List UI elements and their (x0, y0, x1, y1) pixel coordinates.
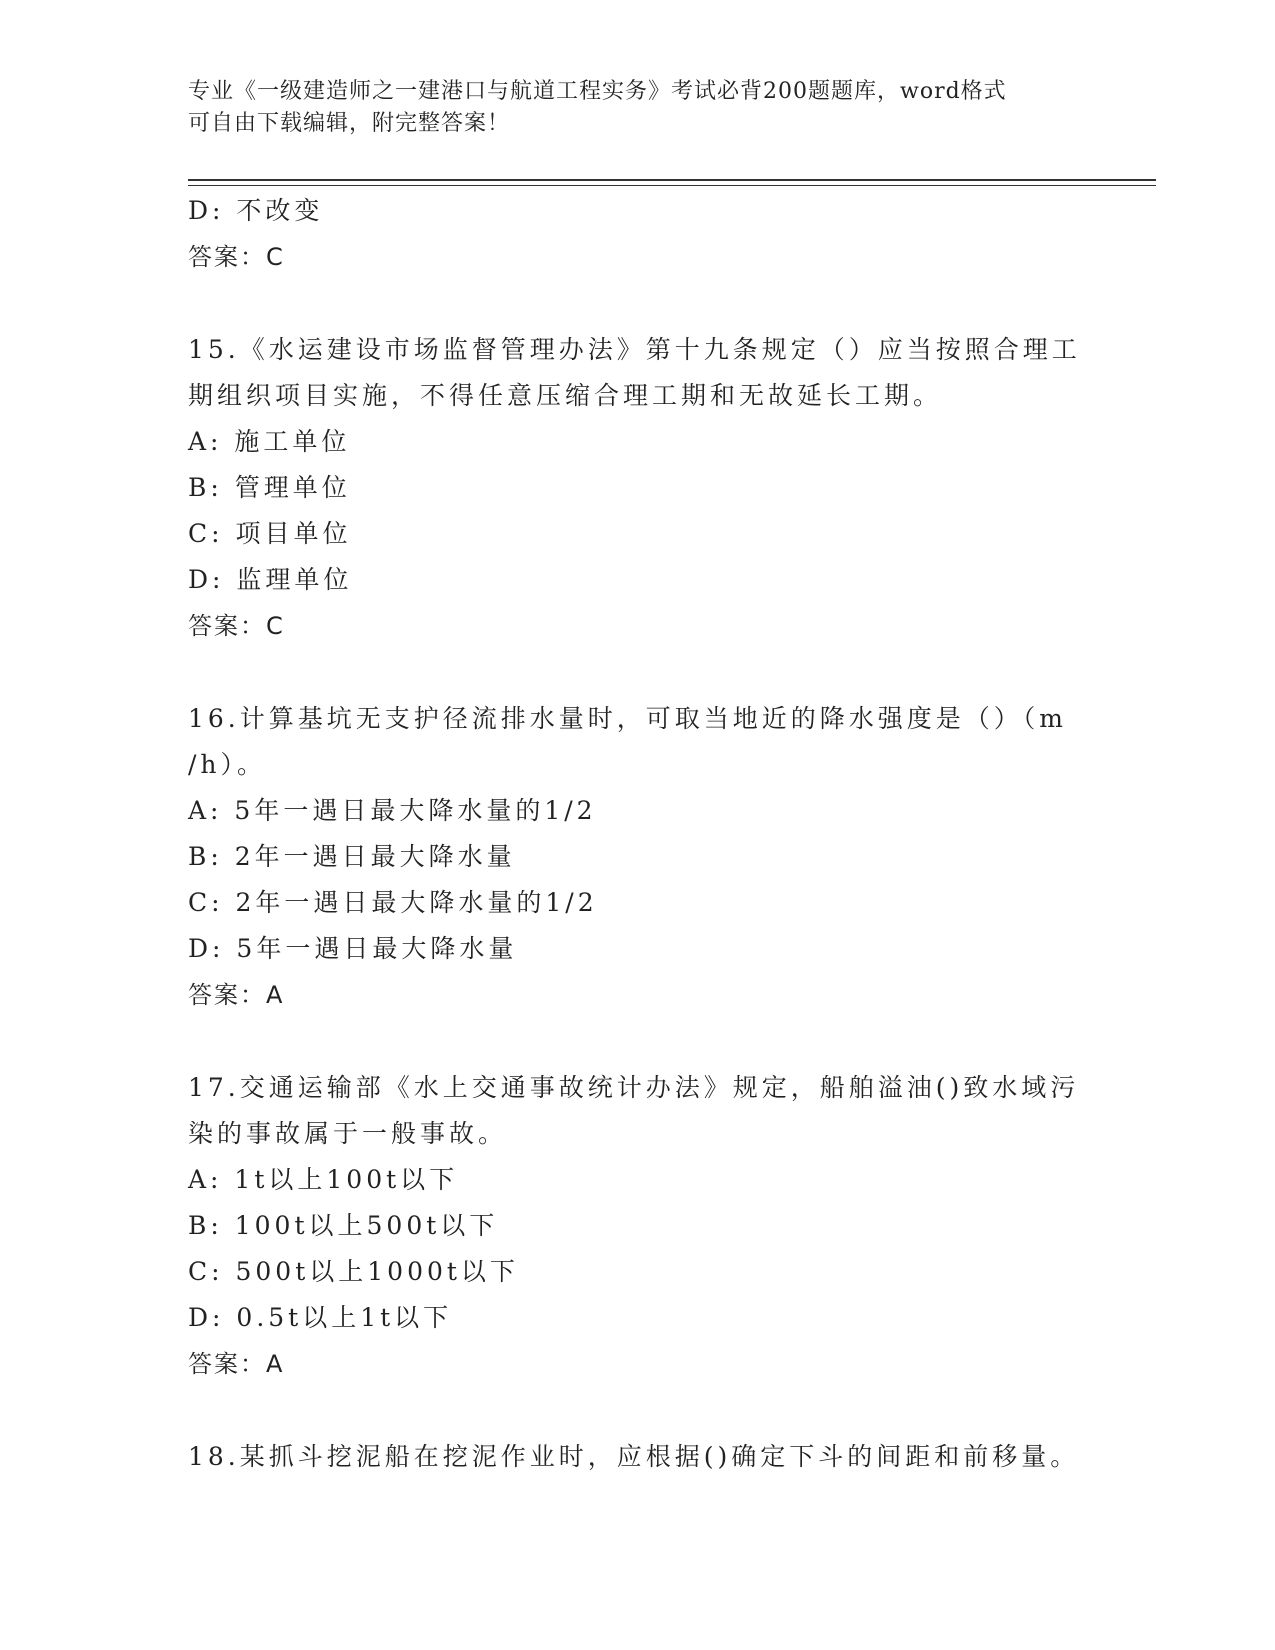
answer-label: 答案：A (188, 981, 285, 1009)
header-line-1: 专业《一级建造师之一建港口与航道工程实务》考试必背200题题库，word格式 (188, 79, 1007, 104)
question-content (188, 188, 1088, 1480)
option-b: B: 2年一遇日最大降水量 (188, 842, 516, 871)
question-block-15 (188, 327, 1088, 649)
option-b: B: 管理单位 (188, 473, 351, 502)
option-b: B: 100t以上500t以下 (188, 1211, 499, 1240)
answer-label: 答案：C (188, 243, 285, 271)
option-c: C: 2年一遇日最大降水量的1/2 (188, 888, 598, 917)
option-d: D: 0.5t以上1t以下 (188, 1303, 453, 1332)
answer-label: 答案：A (188, 1350, 285, 1378)
answer-label: 答案：C (188, 612, 285, 640)
page-header (188, 76, 1068, 140)
question-stem-line: /h）。 (188, 750, 267, 779)
question-block-17 (188, 1065, 1088, 1387)
option-a: A: 施工单位 (188, 427, 351, 456)
option-c: C: 项目单位 (188, 519, 352, 548)
header-divider-thin (188, 185, 1156, 186)
question-stem-line: 期组织项目实施，不得任意压缩合理工期和无故延长工期。 (188, 381, 943, 410)
option-a: A: 1t以上100t以下 (188, 1165, 459, 1194)
option-d: D: 5年一遇日最大降水量 (188, 934, 518, 963)
option-a: A: 5年一遇日最大降水量的1/2 (188, 796, 597, 825)
question-block-18 (188, 1434, 1088, 1480)
question-stem-line: 18.某抓斗挖泥船在挖泥作业时，应根据()确定下斗的间距和前移量。 (188, 1442, 1080, 1471)
option-d: D: 监理单位 (188, 565, 353, 594)
question-block-14 (188, 188, 1088, 280)
option-c: C: 500t以上1000t以下 (188, 1257, 519, 1286)
header-line-2: 可自由下载编辑，附完整答案！ (188, 111, 511, 136)
question-stem-line: 16.计算基坑无支护径流排水量时，可取当地近的降水强度是（）（m (188, 704, 1067, 733)
option-d: D: 不改变 (188, 196, 324, 225)
question-block-16 (188, 696, 1088, 1018)
question-stem-line: 染的事故属于一般事故。 (188, 1119, 508, 1148)
header-divider-thick (188, 179, 1156, 181)
question-stem-line: 15.《水运建设市场监督管理办法》第十九条规定（）应当按照合理工 (188, 335, 1081, 364)
question-stem-line: 17.交通运输部《水上交通事故统计办法》规定，船舶溢油()致水域污 (188, 1073, 1080, 1102)
